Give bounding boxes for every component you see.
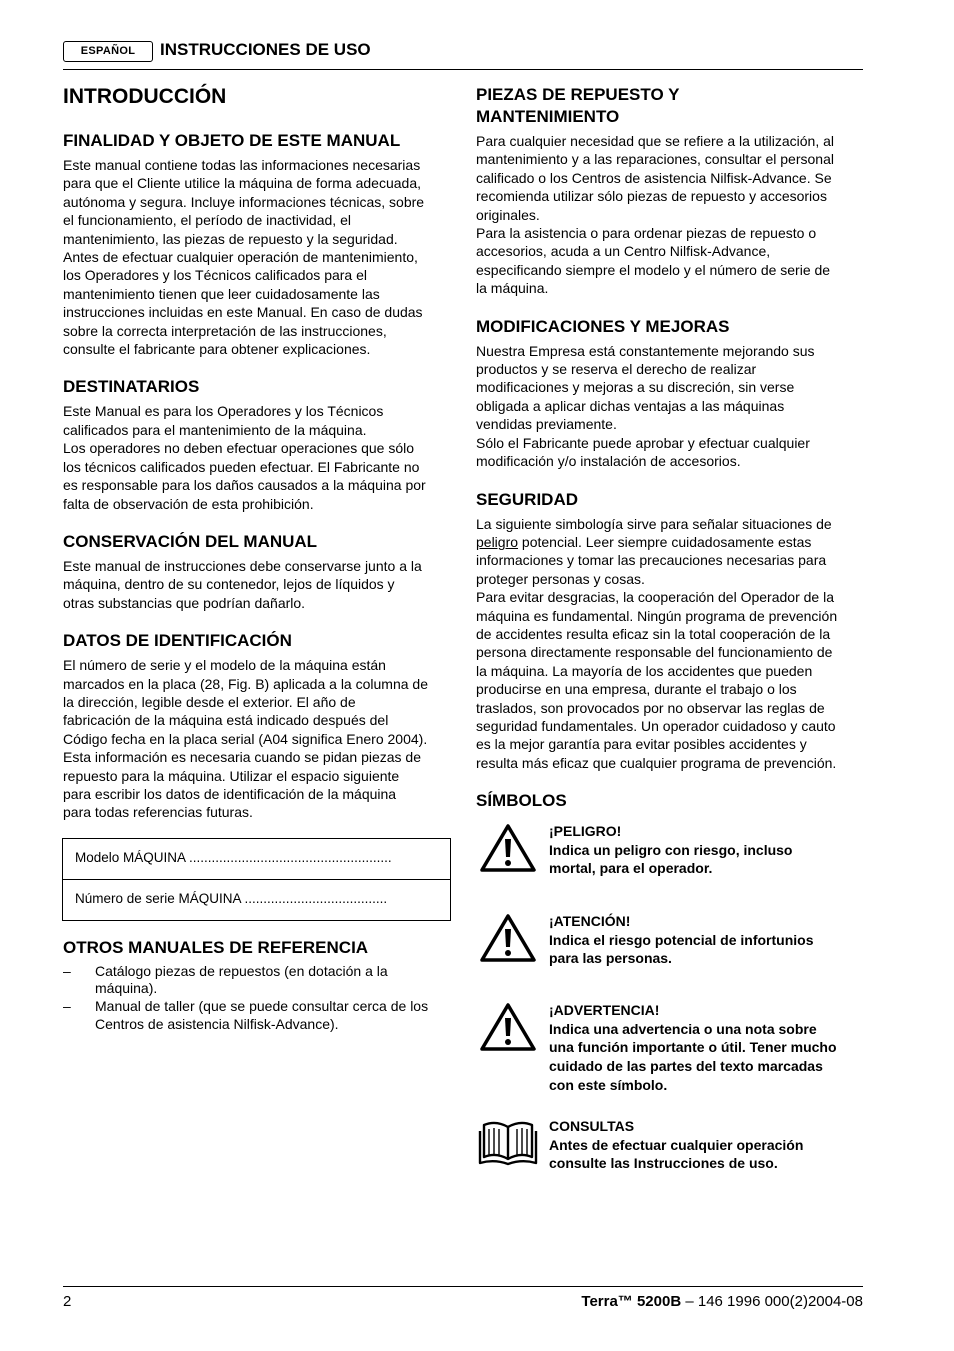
section-spare-parts	[476, 84, 864, 298]
section-modifications	[476, 316, 864, 471]
list-dash: –	[63, 962, 71, 979]
paragraph: El número de serie y el modelo de la máquina están marcados en la placa (28, Fig. B) aplicada a la columna de la dirección, legible desde el exterior. El año de fabricación de la máquina está indicado después del Código fecha en la placa serial (A04 significa Enero 2004). Esta información es necesaria cuando se pidan piezas de repuesto para la máquina. Utilizar el espacio siguiente para escribir los datos de identificación de la máquina para todas referencias futuras.	[63, 657, 428, 821]
document-reference	[581, 1293, 863, 1310]
list-item: – Manual de taller (que se puede consultar cerca de los Centros de asistencia Nilfisk-Advance).	[63, 997, 429, 1032]
symbol-warning: ¡ADVERTENCIA! Indica una advertencia o una nota sobre una función importante o útil. Tener mucho cuidado de las partes del texto marcadas con este símbolo.	[476, 1001, 864, 1094]
warning-triangle-icon	[478, 1001, 538, 1053]
model-field: Modelo MÁQUINA ......................................................	[75, 849, 392, 865]
symbol-consult: CONSULTAS Antes de efectuar cualquier operación consulte las Instrucciones de uso.	[476, 1117, 864, 1177]
section-title: DATOS DE IDENTIFICACIÓN	[63, 631, 292, 651]
left-column	[63, 84, 453, 1033]
section-symbols	[476, 790, 864, 1177]
paragraph: Nuestra Empresa está constantemente mejorando sus productos y se reserva el derecho de realizar modificaciones y mejoras a su discreción, sin verse obligada a aplicar dichas ventajas a las máquinas vendidas previamente. Sólo el Fabricante puede aprobar y efectuar cualquier modificación y/o instalación de accesorios.	[476, 342, 815, 470]
section-purpose	[63, 130, 453, 358]
paragraph: La siguiente simbología sirve para señalar situaciones de peligro potencial. Leer siempre cuidadosamente estas informaciones y tomar las precauciones necesarias para proteger personas y cosas. Para evitar desgracias, la cooperación del Operador de la máquina es fundamental. Ningún programa de prevención de accidentes resulta eficaz sin la total cooperación de la persona directamente responsable del funcionamiento de la máquina. La mayoría de los accidentes que pueden producirse en una empresa, durante el trabajo o los traslados, son provocados por no observar las reglas de seguridad fundamentales. Un operador cuidadoso y cauto es la mejor garantía para evitar posibles accidentes y resulta más eficaz que cualquier programa de prevención.	[476, 515, 838, 771]
page-number: 2	[63, 1293, 72, 1310]
section-title: FINALIDAD Y OBJETO DE ESTE MANUAL	[63, 131, 401, 150]
identification-box	[62, 838, 451, 921]
serial-number-field: Número de serie MÁQUINA ......................................	[63, 879, 450, 920]
page-header	[63, 39, 863, 70]
symbol-danger: ¡PELIGRO! Indica un peligro con riesgo, incluso mortal, para el operador.	[476, 822, 864, 882]
header-title: INSTRUCCIONES DE USO	[160, 40, 371, 59]
section-manual-storage	[63, 531, 453, 612]
symbol-attention: ¡ATENCIÓN! Indica el riesgo potencial de infortunios para las personas.	[476, 912, 864, 972]
paragraph: Este Manual es para los Operadores y los Técnicos calificados para el mantenimiento de la máquina. Los operadores no deben efectuar operaciones que sólo los técnicos calificados pueden efectuar. El Fabricante no es responsable para los daños causados a la máquina por falta de observación de esta prohibición.	[63, 403, 426, 512]
paragraph: Este manual de instrucciones debe conservarse junto a la máquina, dentro de su contenedor, lejos de líquidos y otras substancias que podrían dañarlo.	[63, 557, 422, 611]
reference-list	[63, 963, 453, 1033]
section-title: DESTINATARIOS	[63, 377, 200, 397]
document-code: – 146 1996 000(2)2004-08	[681, 1293, 863, 1310]
product-name: Terra™ 5200B	[581, 1293, 682, 1310]
section-title: CONSERVACIÓN DEL MANUAL	[63, 531, 318, 551]
paragraph: Para cualquier necesidad que se refiere a la utilización, al mantenimiento y a las reparaciones, consultar el personal calificado o los Centros de asistencia Nilfisk-Advance. Se recomienda utilizar sólo piezas de repuesto y accesorios originales. Para la asistencia o para ordenar piezas de repuesto o accesorios, acuda a un Centro Nilfisk-Advance, especificando siempre el modelo y el número de serie de la máquina.	[476, 133, 834, 297]
section-other-manuals	[63, 937, 453, 1033]
section-title: OTROS MANUALES DE REFERENCIA	[63, 937, 369, 957]
underlined-word: peligro	[476, 533, 519, 550]
section-recipients	[63, 376, 453, 512]
open-book-icon	[478, 1119, 538, 1171]
right-column	[476, 84, 864, 1177]
section-title: MODIFICACIONES Y MEJORAS	[476, 316, 730, 336]
section-identification	[63, 630, 453, 921]
page-footer	[63, 1286, 863, 1317]
warning-triangle-icon	[478, 822, 538, 874]
section-title: SEGURIDAD	[476, 489, 579, 509]
list-dash: –	[63, 997, 71, 1014]
section-title: PIEZAS DE REPUESTO Y MANTENIMIENTO	[476, 85, 680, 126]
section-safety	[476, 489, 864, 773]
warning-triangle-icon	[478, 912, 538, 964]
page-title: INTRODUCCIÓN	[63, 85, 227, 108]
list-item: – Catálogo piezas de repuestos (en dotación a la máquina).	[63, 962, 388, 997]
paragraph: Este manual contiene todas las informaciones necesarias para que el Cliente utilice la máquina de forma adecuada, autónoma y segura. Incluye informaciones técnicas, sobre el funcionamiento, el período de inactividad, el mantenimiento, las piezas de repuesto y la seguridad. Antes de efectuar cualquier operación de mantenimiento, los Operadores y los Técnicos calificados para el mantenimiento tienen que leer cuidadosamente las instrucciones incluidas en este Manual. En caso de dudas sobre la correcta interpretación de las instrucciones, consulte el fabricante para obtener explicaciones.	[63, 157, 425, 358]
section-title: SÍMBOLOS	[476, 791, 567, 811]
language-badge: ESPAÑOL	[63, 41, 153, 62]
